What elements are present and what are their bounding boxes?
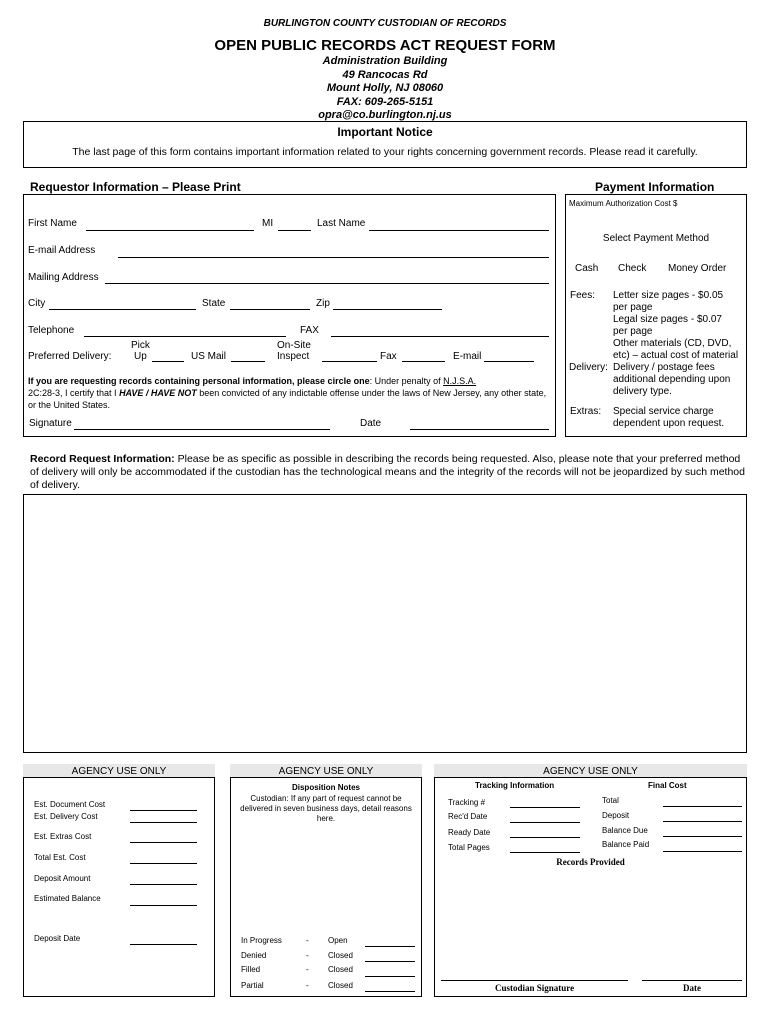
denied-dash: -: [306, 951, 309, 960]
fee-letter: Letter size pages - $0.05: [613, 290, 724, 301]
record-request-text: Please be as specific as possible in describing the records being requested. Also, please note that your preferred method of delivery will only be accommodated if the custodian has the technological means and the integrity of the records will not be jeopardized by such method of delivery.: [30, 453, 745, 491]
in-progress-label: In Progress: [241, 936, 282, 945]
partial-closed-field[interactable]: [365, 991, 415, 992]
partial-label: Partial: [241, 981, 264, 990]
balance-due-label: Balance Due: [602, 826, 648, 835]
mi-label: MI: [262, 218, 274, 229]
est-delivery-cost-label: Est. Delivery Cost: [34, 812, 98, 821]
certification-bold: If you are requesting records containing personal information, please circle one: [28, 376, 370, 386]
county-header: BURLINGTON COUNTY CUSTODIAN OF RECORDS: [263, 18, 507, 29]
denied-closed-label: Closed: [328, 951, 353, 960]
select-payment-label: Select Payment Method: [602, 233, 710, 244]
fax-label: FAX: [300, 325, 319, 336]
balance-paid-field[interactable]: [663, 851, 742, 852]
preferred-delivery-label: Preferred Delivery:: [28, 351, 112, 362]
fax-option-label: Fax: [380, 351, 397, 362]
delivery-line-1: Delivery / postage fees: [613, 362, 715, 373]
agency3-box: [434, 777, 747, 997]
total-pages-label: Total Pages: [448, 843, 490, 852]
fax-field[interactable]: [331, 336, 549, 337]
notice-title: Important Notice: [337, 125, 433, 139]
first-name-label: First Name: [28, 218, 77, 229]
onsite-field[interactable]: [322, 361, 377, 362]
njsa-citation: N.J.S.A.: [443, 376, 477, 386]
onsite-label: On-Site: [277, 340, 311, 351]
mailing-field[interactable]: [105, 283, 549, 284]
deposit-date-field[interactable]: [130, 944, 197, 945]
fax-number: FAX: 609-265-5151: [336, 95, 434, 108]
city-field[interactable]: [49, 309, 196, 310]
email-label: E-mail Address: [28, 245, 96, 256]
email-field[interactable]: [118, 257, 549, 258]
certification-part-1: : Under penalty of: [369, 376, 444, 386]
fee-letter-unit: per page: [613, 302, 653, 313]
fees-label: Fees:: [570, 290, 596, 301]
email-option-label: E-mail: [453, 351, 482, 362]
email-option-field[interactable]: [484, 361, 534, 362]
state-label: State: [202, 298, 226, 309]
requestor-heading: Requestor Information – Please Print: [30, 180, 241, 194]
payment-heading: Payment Information: [595, 180, 715, 194]
partial-dash: -: [306, 981, 309, 990]
contact-email: opra@co.burlington.nj.us: [318, 109, 452, 121]
record-request-instructions: [30, 453, 745, 492]
ready-date-label: Ready Date: [448, 828, 491, 837]
custodian-date-label: Date: [683, 983, 701, 993]
address-line-2: 49 Rancocas Rd: [342, 68, 428, 81]
total-pages-field[interactable]: [510, 852, 580, 853]
zip-field[interactable]: [333, 309, 442, 310]
us-mail-field[interactable]: [231, 361, 265, 362]
filled-dash: -: [306, 965, 309, 974]
certification-part-3: , I certify that I: [60, 388, 120, 398]
agency2-heading: AGENCY USE ONLY: [278, 766, 374, 777]
telephone-label: Telephone: [28, 325, 75, 336]
signature-field[interactable]: [74, 429, 330, 430]
signature-label: Signature: [29, 418, 72, 429]
max-auth-label: Maximum Authorization Cost $: [569, 199, 678, 208]
notice-text: The last page of this form contains important information related to your rights concerning government records. Please read it carefully.: [72, 146, 698, 158]
extras-line-2: dependent upon request.: [613, 418, 725, 429]
agency1-heading: AGENCY USE ONLY: [71, 766, 167, 777]
ready-date-field[interactable]: [510, 837, 580, 838]
pick-label: Pick: [131, 340, 150, 351]
est-extras-cost-label: Est. Extras Cost: [34, 832, 92, 841]
deposit-field[interactable]: [663, 821, 742, 822]
mi-field[interactable]: [278, 230, 311, 231]
deposit-amount-label: Deposit Amount: [34, 874, 91, 883]
denied-label: Denied: [241, 951, 267, 960]
fax-option-field[interactable]: [402, 361, 445, 362]
certification-part-4: been convicted of any indictable offense under the laws of New Jersey, any other state, or the United States.: [28, 388, 547, 410]
zip-label: Zip: [316, 298, 330, 309]
filled-label: Filled: [241, 965, 261, 974]
city-label: City: [28, 298, 46, 309]
telephone-field[interactable]: [84, 336, 286, 337]
up-label: Up: [134, 351, 147, 362]
in-progress-dash: -: [306, 936, 309, 945]
form-title: OPEN PUBLIC RECORDS ACT REQUEST FORM: [214, 37, 556, 54]
est-delivery-cost-field[interactable]: [130, 822, 197, 823]
date-label: Date: [360, 418, 382, 429]
inspect-label: Inspect: [277, 351, 310, 362]
extras-fees: [613, 406, 724, 430]
state-field[interactable]: [230, 309, 310, 310]
fee-legal-unit: per page: [613, 326, 653, 337]
delivery-fees: [613, 362, 730, 398]
partial-closed-label: Closed: [328, 981, 353, 990]
disposition-notes-text: Custodian: If any part of request cannot be delivered in seven business days, detail reasons here.: [240, 794, 412, 823]
filled-closed-field[interactable]: [365, 976, 415, 977]
record-request-heading: Record Request Information:: [30, 453, 175, 465]
record-request-box[interactable]: [23, 494, 747, 753]
filled-closed-label: Closed: [328, 965, 353, 974]
tracking-number-field[interactable]: [510, 807, 580, 808]
denied-closed-field[interactable]: [365, 961, 415, 962]
balance-due-field[interactable]: [663, 836, 742, 837]
fee-other: Other materials (CD, DVD,: [613, 338, 732, 349]
last-name-label: Last Name: [317, 218, 366, 229]
cash-option[interactable]: Cash: [575, 263, 599, 274]
money-order-option[interactable]: Money Order: [668, 263, 727, 274]
total-label: Total: [602, 796, 619, 805]
custodian-signature-field[interactable]: [441, 980, 628, 981]
fees-list: [613, 290, 738, 362]
have-have-not-choice[interactable]: HAVE / HAVE NOT: [119, 388, 197, 398]
agency3-heading: AGENCY USE ONLY: [543, 766, 638, 777]
date-field[interactable]: [410, 429, 549, 430]
fee-other-detail: etc) – actual cost of material: [613, 350, 739, 361]
certification-part-2: 2C:28-3: [28, 388, 61, 398]
records-provided-label: Records Provided: [556, 857, 625, 867]
total-est-cost-field[interactable]: [130, 863, 197, 864]
delivery-line-3: delivery type.: [613, 386, 672, 397]
address-line-1: Administration Building: [322, 55, 448, 67]
total-field[interactable]: [663, 806, 742, 807]
delivery-line-2: additional depending upon: [613, 374, 731, 385]
certification-text: [28, 375, 548, 411]
custodian-date-field[interactable]: [642, 980, 742, 981]
balance-paid-label: Balance Paid: [602, 840, 650, 849]
open-label: Open: [328, 936, 348, 945]
us-mail-label: US Mail: [191, 351, 227, 362]
total-est-cost-label: Total Est. Cost: [34, 853, 86, 862]
est-extras-cost-field[interactable]: [130, 842, 197, 843]
est-document-cost-field[interactable]: [130, 810, 197, 811]
est-document-cost-label: Est. Document Cost: [34, 800, 106, 809]
last-name-field[interactable]: [369, 230, 549, 231]
address-line-3: Mount Holly, NJ 08060: [326, 82, 444, 94]
tracking-number-label: Tracking #: [448, 798, 486, 807]
deposit-label: Deposit: [602, 811, 630, 820]
estimated-balance-label: Estimated Balance: [34, 894, 101, 903]
pickup-field[interactable]: [152, 361, 184, 362]
estimated-balance-field[interactable]: [130, 905, 197, 906]
final-cost-title: Final Cost: [648, 781, 687, 790]
extras-line-1: Special service charge: [613, 406, 714, 417]
tracking-info-title: Tracking Information: [475, 781, 555, 790]
open-field[interactable]: [365, 946, 415, 947]
deposit-date-label: Deposit Date: [34, 934, 81, 943]
agency-address: [0, 55, 770, 123]
recd-date-label: Rec'd Date: [448, 812, 488, 821]
recd-date-field[interactable]: [510, 822, 580, 823]
extras-label: Extras:: [570, 406, 602, 417]
fee-legal: Legal size pages - $0.07: [613, 314, 722, 325]
deposit-amount-field[interactable]: [130, 884, 197, 885]
check-option[interactable]: Check: [618, 263, 647, 274]
disposition-notes-title: Disposition Notes: [291, 783, 360, 792]
delivery-label: Delivery:: [569, 362, 608, 373]
first-name-field[interactable]: [86, 230, 254, 231]
custodian-signature-label: Custodian Signature: [495, 983, 575, 993]
mailing-label: Mailing Address: [28, 272, 99, 283]
